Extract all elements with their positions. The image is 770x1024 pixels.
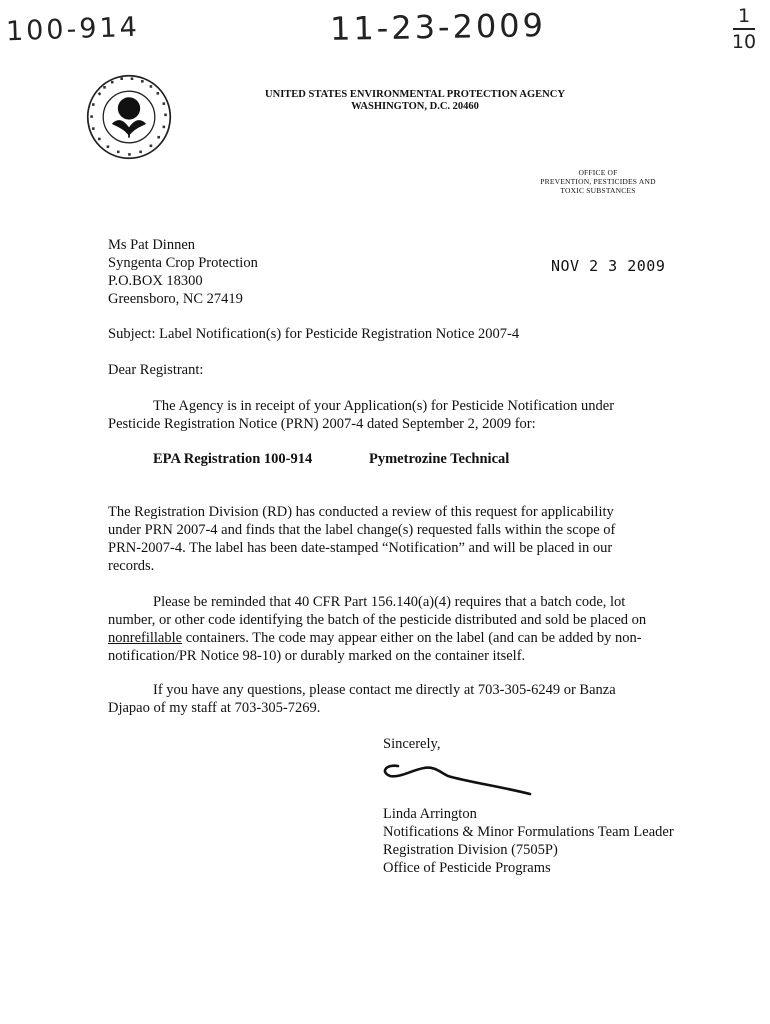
paragraph-line: Djapao of my staff at 703-305-7269. (108, 700, 321, 716)
handwritten-file-number: 100-914 (5, 11, 141, 48)
paragraph-line: records. (108, 558, 155, 574)
paragraph-line: Pesticide Registration Notice (PRN) 2007-4 dated September 2, 2009 for: (108, 416, 536, 432)
epa-seal-icon (86, 74, 172, 160)
paragraph-line: Please be reminded that 40 CFR Part 156.140(a)(4) requires that a batch code, lot (153, 594, 626, 610)
page-number-top: 1 (737, 5, 751, 27)
recipient-name: Ms Pat Dinnen (108, 237, 195, 253)
paragraph-line-rest: containers. The code may appear either on the label (and can be added by non- (182, 630, 642, 646)
paragraph-line: number, or other code identifying the batch of the pesticide distributed and sold be placed on (108, 612, 647, 628)
closing: Sincerely, (383, 736, 441, 752)
recipient-po-box: P.O.BOX 18300 (108, 273, 203, 289)
signer-division: Registration Division (7505P) (383, 842, 558, 858)
salutation (108, 361, 668, 379)
agency-heading (190, 89, 640, 113)
recipient-company: Syngenta Crop Protection (108, 255, 258, 271)
paragraph-line: under PRN 2007-4 and finds that the label change(s) requested falls within the scope of (108, 522, 616, 538)
salutation-text: Dear Registrant: (108, 362, 204, 378)
agency-name: UNITED STATES ENVIRONMENTAL PROTECTION AGENCY (265, 89, 565, 100)
paragraph-review (108, 503, 668, 575)
paragraph-line: notification/PR Notice 98-10) or durably marked on the container itself. (108, 648, 526, 664)
signer-office: Office of Pesticide Programs (383, 860, 551, 876)
office-heading (498, 168, 698, 195)
paragraph-contact (108, 681, 668, 717)
office-line: TOXIC SUBSTANCES (560, 186, 636, 195)
page-number-bottom: 10 (731, 31, 757, 53)
recipient-address (108, 236, 258, 308)
handwritten-page-number (729, 6, 759, 52)
signature-icon (378, 752, 538, 802)
paragraph-line: PRN-2007-4. The label has been date-stamped “Notification” and will be placed in our (108, 540, 613, 556)
signer-title: Notifications & Minor Formulations Team Leader (383, 824, 674, 840)
underlined-term: nonrefillable (108, 630, 183, 646)
subject-text: Subject: Label Notification(s) for Pesticide Registration Notice 2007-4 (108, 326, 520, 342)
paragraph-line: The Registration Division (RD) has conducted a review of this request for applicability (108, 504, 614, 520)
signer-name: Linda Arrington (383, 806, 477, 822)
paragraph-receipt (108, 397, 668, 433)
paragraph-line: The Agency is in receipt of your Application(s) for Pesticide Notification under (153, 398, 615, 414)
subject-line (108, 325, 668, 343)
agency-address: WASHINGTON, D.C. 20460 (351, 101, 479, 112)
paragraph-line: If you have any questions, please contact me directly at 703-305-6249 or Banza (153, 682, 616, 698)
handwritten-date: 11-23-2009 (329, 6, 547, 48)
signer-block (383, 805, 674, 877)
paragraph-batch-code (108, 593, 668, 665)
product-name: Pymetrozine Technical (369, 451, 510, 467)
office-line: OFFICE OF (578, 168, 618, 177)
recipient-city: Greensboro, NC 27419 (108, 291, 243, 307)
registration-number: EPA Registration 100-914 (153, 451, 313, 467)
paragraph-line (108, 629, 668, 647)
office-line: PREVENTION, PESTICIDES AND (540, 177, 656, 186)
date-stamp: NOV 2 3 2009 (551, 257, 666, 275)
